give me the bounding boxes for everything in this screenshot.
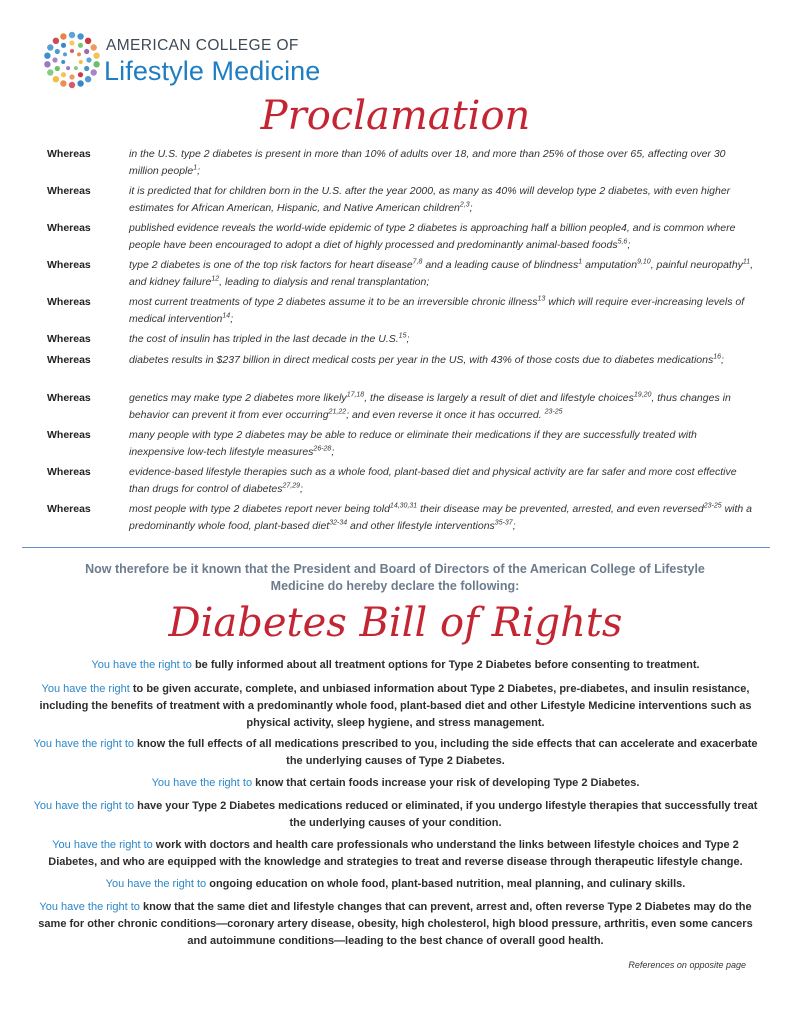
clause-text: ;: [300, 483, 303, 495]
whereas-label: Whereas: [47, 466, 91, 478]
clause-text: , leading to dialysis and renal transplantation;: [219, 276, 430, 288]
right-lead: You have the right to: [39, 901, 140, 913]
references-note: References on opposite page: [628, 960, 746, 970]
clause-text: most people with type 2 diabetes report never being told: [129, 503, 390, 515]
clause-text: ;: [331, 446, 335, 458]
right-item: [30, 657, 761, 674]
declaration-text: Now therefore be it known that the President and Board of Directors of the American College of Lifestyle Medicine do hereby declare the following:: [85, 562, 705, 593]
right-lead: You have the right to: [151, 777, 253, 789]
whereas-label: Whereas: [47, 333, 91, 345]
right-item: [30, 876, 761, 893]
clause-text: , painful neuropathy: [650, 259, 743, 271]
clause-text: their disease may be prevented, arrested, and even reversed: [417, 503, 704, 515]
citation-superscript: 32-34: [329, 519, 348, 527]
whereas-label: Whereas: [47, 148, 91, 160]
whereas-text: [129, 501, 754, 535]
whereas-label: Whereas: [47, 503, 91, 515]
dot-circle-logo-icon: [44, 30, 100, 90]
citation-superscript: 23-25: [544, 408, 563, 416]
clause-text: most current treatments of type 2 diabetes assume it to be an irreversible chronic illness: [129, 296, 538, 308]
citation-superscript: 1: [578, 258, 583, 266]
clause-text: ;: [230, 313, 234, 325]
acolm-logo: [44, 30, 364, 92]
whereas-text: [129, 183, 754, 217]
right-text: know the full effects of all medications prescribed to you, including the side effects that can accelerate and exacerbate the underlying causes of Type 2 Diabetes.: [134, 738, 758, 767]
whereas-text: [129, 257, 754, 291]
right-text: be fully informed about all treatment options for Type 2 Diabetes before consenting to treatment.: [191, 659, 700, 671]
right-lead: You have the right to: [33, 738, 134, 750]
clause-text: genetics may make type 2 diabetes more likely: [129, 392, 347, 404]
clause-text: the cost of insulin has tripled in the last decade in the U.S.: [129, 333, 399, 345]
clause-text: ;: [627, 239, 631, 251]
citation-superscript: 23-25: [703, 502, 722, 510]
right-lead: You have the right to: [91, 659, 192, 671]
clause-text: which will require ever-increasing levels of medical intervention: [129, 296, 745, 325]
section-divider: [22, 547, 770, 548]
bill-of-rights-title: Diabetes Bill of Rights: [168, 600, 623, 646]
citation-superscript: 2,3: [459, 201, 470, 209]
citation-superscript: 14: [222, 312, 231, 320]
whereas-label: Whereas: [47, 296, 91, 308]
whereas-text: [129, 331, 754, 348]
whereas-label: Whereas: [47, 259, 91, 271]
whereas-label: Whereas: [47, 222, 91, 234]
whereas-text: [129, 427, 754, 461]
clause-text: ;: [512, 520, 516, 532]
logo-text-line1: AMERICAN COLLEGE OF: [106, 37, 299, 54]
clause-text: it is predicted that for children born in the U.S. after the year 2000, as many as 40% will develop type 2 diabetes, with even higher estimates for African American, Hispanic, and Native American children: [129, 185, 731, 214]
citation-superscript: 15: [398, 332, 407, 340]
clause-text: published evidence reveals the world-wide epidemic of type 2 diabetes is approaching half a billion people4, and is common where people have been encouraged to adopt a diet of highly processed and predominantly animal-based foods: [129, 222, 736, 251]
clause-text: type 2 diabetes is one of the top risk factors for heart disease: [129, 259, 413, 271]
clause-text: ;: [721, 354, 724, 366]
right-item: [30, 798, 761, 832]
right-text: know that the same diet and lifestyle changes that can prevent, arrest and, often reverse Type 2 Diabetes may do the same for other chronic conditions—coronary artery disease, obesity, high cholesterol, high blood pressure, arthritis, even some cancers and autoimmune conditions—leading to the best chance of overall good health.: [38, 901, 753, 947]
whereas-text: [129, 294, 754, 328]
clause-text: evidence-based lifestyle therapies such as a whole food, plant-based diet and physical activity are far safer and more cost effective than drugs for control of diabetes: [129, 466, 737, 495]
right-text: know that certain foods increase your risk of developing Type 2 Diabetes.: [252, 777, 640, 789]
whereas-text: [129, 464, 754, 498]
whereas-text: [129, 146, 754, 180]
citation-superscript: 14,30,31: [389, 502, 418, 510]
right-text: to be given accurate, complete, and unbiased information about Type 2 Diabetes, pre-diabetes, and insulin resistance, including the benefits of treatment with a predominantly whole food, plant-based diet and other Lifestyle Medicine interventions such as physical activity, sleep hygiene, and stress management.: [39, 683, 752, 729]
clause-text: in the U.S. type 2 diabetes is present in more than 10% of adults over 18, and more than 25% of those over 65, affecting over 30 million people: [129, 148, 726, 177]
whereas-label: Whereas: [47, 354, 91, 366]
citation-superscript: 1: [193, 164, 198, 172]
right-item: [30, 899, 761, 950]
right-text: have your Type 2 Diabetes medications reduced or eliminated, if you undergo lifestyle therapies that successfully treat the underlying causes of your condition.: [134, 800, 758, 829]
citation-superscript: 5,6: [617, 238, 628, 246]
clause-text: ;: [406, 333, 410, 345]
citation-superscript: 12: [211, 275, 220, 283]
clause-text: , and kidney failure: [129, 259, 754, 288]
right-item: [30, 775, 761, 792]
citation-superscript: 9,10: [637, 258, 651, 266]
clause-text: , the disease is largely a result of diet and lifestyle choices: [364, 392, 634, 404]
citation-superscript: 13: [537, 295, 546, 303]
citation-superscript: 16: [713, 353, 722, 361]
citation-superscript: 19,20: [633, 391, 652, 399]
right-text: ongoing education on whole food, plant-based nutrition, meal planning, and culinary skills.: [206, 878, 686, 890]
proclamation-title: Proclamation: [260, 93, 531, 139]
logo-text-line2: Lifestyle Medicine: [104, 56, 321, 86]
whereas-label: Whereas: [47, 392, 91, 404]
citation-superscript: 26-28: [313, 445, 332, 453]
clause-text: amputation: [582, 259, 638, 271]
clause-text: and a leading cause of blindness: [422, 259, 579, 271]
clause-text: diabetes results in $237 billion in direct medical costs per year in the US, with 43% of those costs due to diabetes medications: [129, 354, 714, 366]
clause-text: with a predominantly whole food, plant-based diet: [129, 503, 753, 532]
citation-superscript: 21,22: [328, 408, 347, 416]
clause-text: and other lifestyle interventions: [347, 520, 495, 532]
clause-text: ; and even reverse it once it has occurred.: [346, 409, 545, 421]
clause-text: , thus changes in behavior can prevent it from ever occurring: [129, 392, 731, 421]
clause-text: many people with type 2 diabetes may be able to reduce or eliminate their medications if they are successfully treated with inexpensive low-tech lifestyle measures: [129, 429, 697, 458]
right-item: [30, 837, 761, 871]
clause-text: ;: [197, 165, 201, 177]
whereas-text: [129, 220, 754, 254]
right-item: [30, 681, 761, 732]
right-item: [30, 736, 761, 770]
right-lead: You have the right: [41, 683, 130, 695]
whereas-label: Whereas: [47, 185, 91, 197]
right-lead: You have the right to: [52, 839, 153, 851]
citation-superscript: 35-37: [494, 519, 513, 527]
citation-superscript: 27,29: [282, 482, 301, 490]
citation-superscript: 11: [742, 258, 751, 266]
right-lead: You have the right to: [33, 800, 135, 812]
citation-superscript: 17,18: [346, 391, 365, 399]
whereas-text: [129, 352, 754, 369]
clause-text: ;: [469, 202, 473, 214]
whereas-text: [129, 390, 754, 424]
right-text: work with doctors and health care professionals who understand the links between lifestyle choices and Type 2 Diabetes, and who are equipped with the knowledge and strategies to treat and reverse disease through therapeutic lifestyle change.: [48, 839, 743, 868]
whereas-label: Whereas: [47, 429, 91, 441]
right-lead: You have the right to: [105, 878, 207, 890]
citation-superscript: 7,8: [412, 258, 423, 266]
